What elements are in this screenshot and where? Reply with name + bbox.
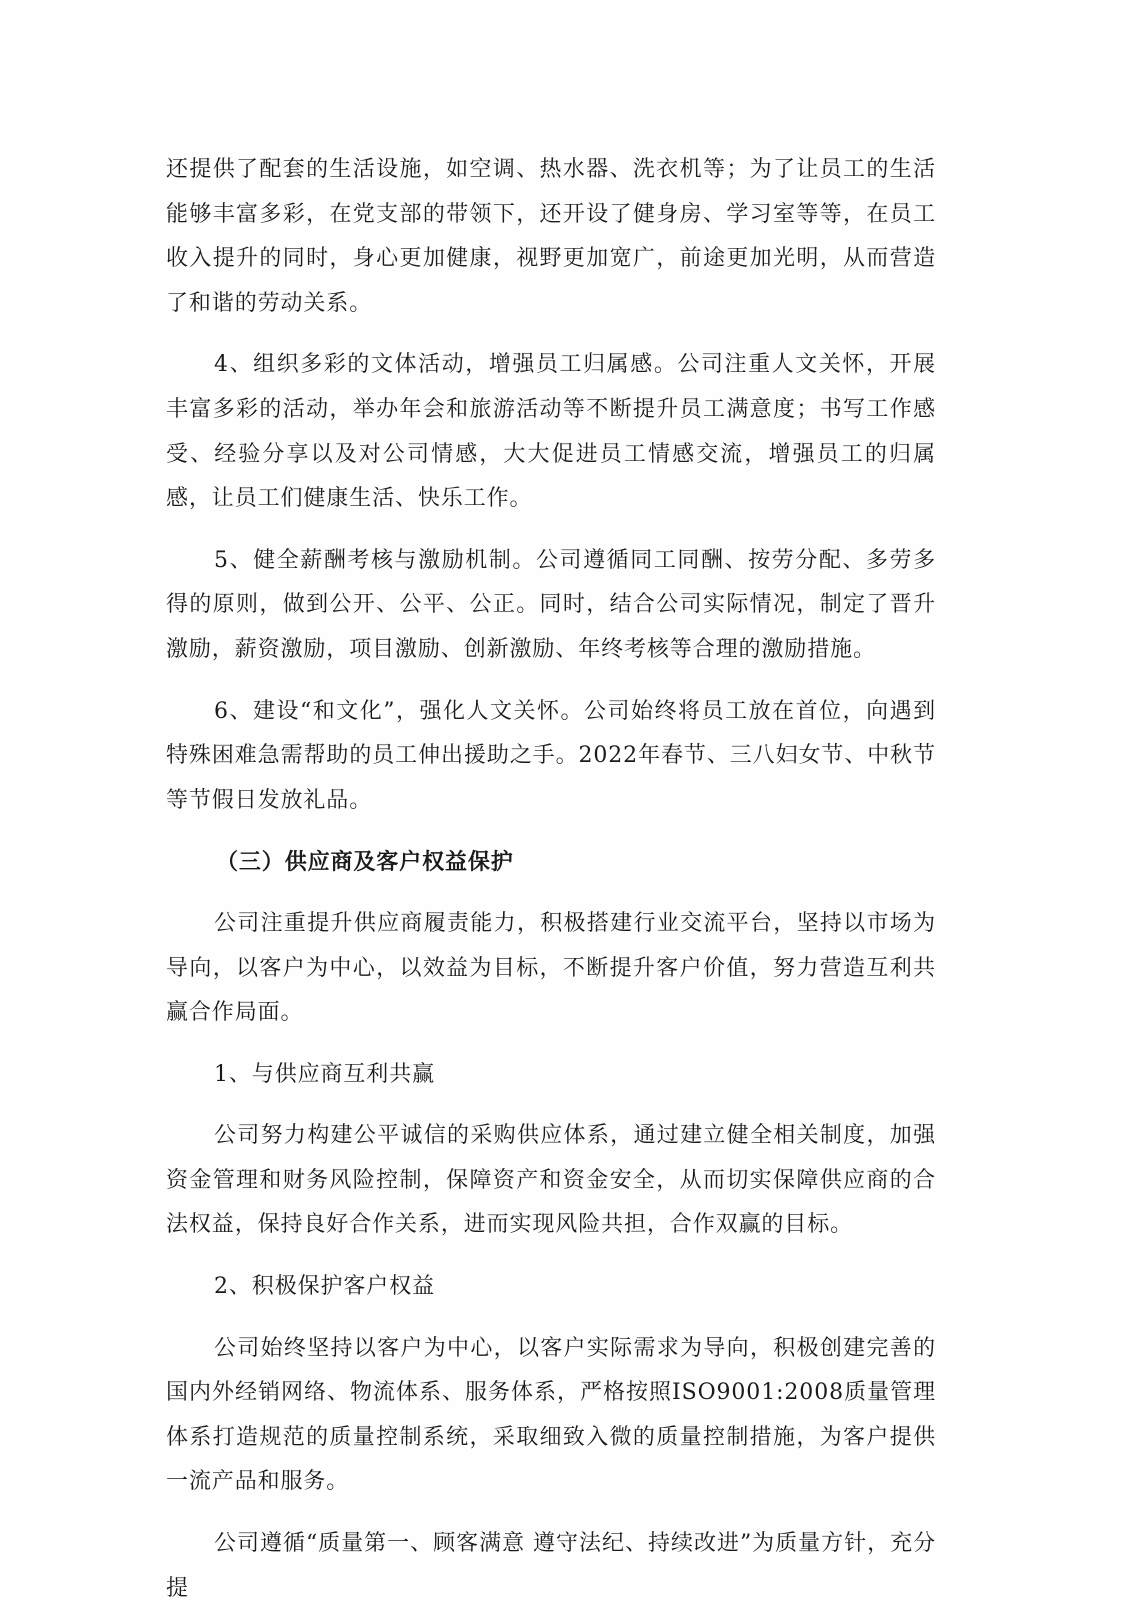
document-body <box>166 148 936 1611</box>
paragraph-quality-policy: 公司遵循“质量第一、顾客满意 遵守法纪、持续改进”为质量方针，充分提 <box>166 1531 936 1601</box>
paragraph-procurement-system: 公司努力构建公平诚信的采购供应体系，通过建立健全相关制度，加强资金管理和财务风险控制，保障资产和资金安全，从而切实保障供应商的合法权益，保持良好合作关系，进而实现风险共担，合作双赢的目标。 <box>166 1123 936 1238</box>
paragraph-salary-incentives: 5、健全薪酬考核与激励机制。公司遵循同工同酬、按劳分配、多劳多得的原则，做到公开、公平、公正。同时，结合公司实际情况，制定了晋升激励，薪资激励，项目激励、创新激励、年终考核等合理的激励措施。 <box>166 547 936 662</box>
paragraph-cultural-activities: 4、组织多彩的文体活动，增强员工归属感。公司注重人文关怀，开展丰富多彩的活动，举办年会和旅游活动等不断提升员工满意度；书写工作感受、经验分享以及对公司情感，大大促进员工情感交流，增强员工的归属感，让员工们健康生活、快乐工作。 <box>166 352 936 512</box>
section-heading-supplier-customer: （三）供应商及客户权益保护 <box>216 849 514 876</box>
subheading-supplier-win-win: 1、与供应商互利共赢 <box>214 1061 435 1087</box>
subheading-customer-rights: 2、积极保护客户权益 <box>214 1274 435 1300</box>
paragraph-customer-center: 公司始终坚持以客户为中心，以客户实际需求为导向，积极创建完善的国内外经销网络、物流体系、服务体系，严格按照ISO9001:2008质量管理体系打造规范的质量控制系统，采取细致入微的质量控制措施，为客户提供一流产品和服务。 <box>166 1335 936 1495</box>
paragraph-living-facilities: 还提供了配套的生活设施，如空调、热水器、洗衣机等；为了让员工的生活能够丰富多彩，在党支部的带领下，还开设了健身房、学习室等等，在员工收入提升的同时，身心更加健康，视野更加宽广，前途更加光明，从而营造了和谐的劳动关系。 <box>166 157 936 316</box>
paragraph-supplier-intro: 公司注重提升供应商履责能力，积极搭建行业交流平台，坚持以市场为导向，以客户为中心，以效益为目标，不断提升客户价值，努力营造互利共赢合作局面。 <box>166 910 936 1026</box>
paragraph-harmony-culture: 6、建设“和文化”，强化人文关怀。公司始终将员工放在首位，向遇到特殊困难急需帮助的员工伸出援助之手。2022年春节、三八妇女节、中秋节等节假日发放礼品。 <box>166 698 936 813</box>
